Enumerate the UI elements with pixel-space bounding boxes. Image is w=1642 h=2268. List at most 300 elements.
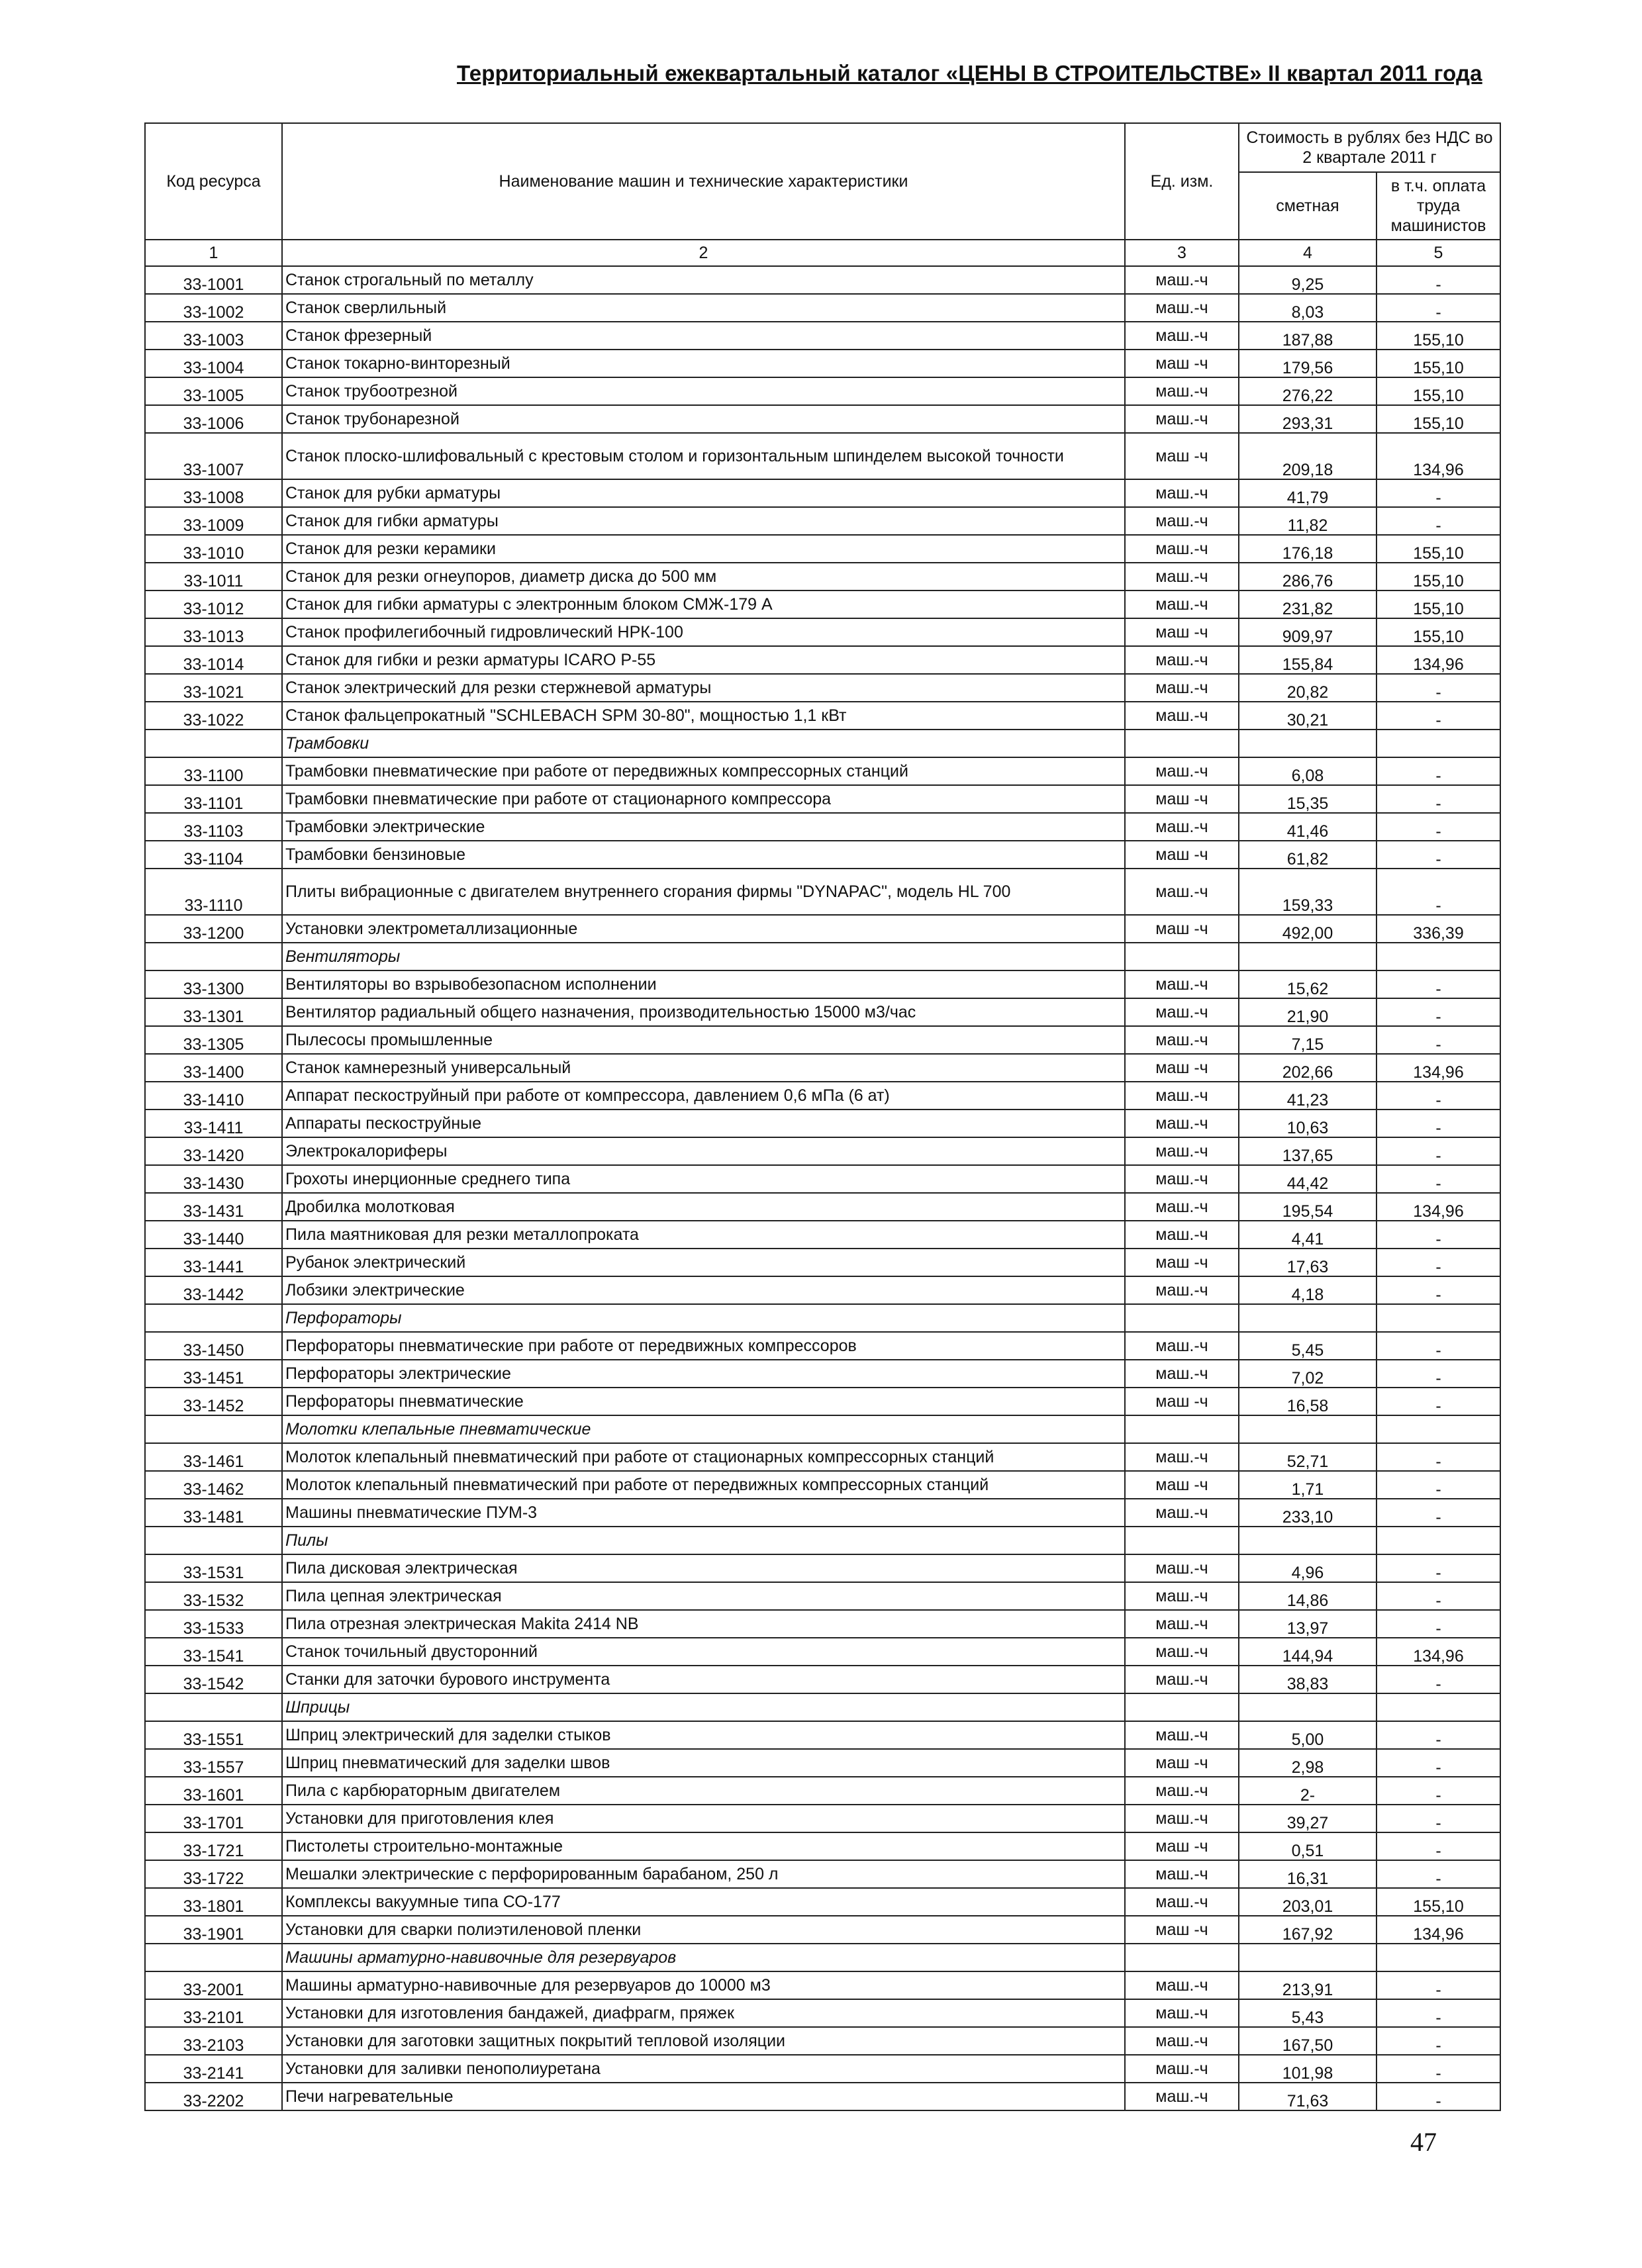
unit-cell: маш.-ч: [1125, 1666, 1239, 1693]
table-row: [145, 377, 1500, 405]
code-cell: 33-1001: [145, 266, 282, 294]
table-row: [145, 1860, 1500, 1888]
code-cell: 33-1002: [145, 294, 282, 322]
table-row: [145, 1054, 1500, 1082]
table-row: [145, 1388, 1500, 1415]
price-cell: 0,51: [1239, 1832, 1376, 1860]
table-row: [145, 1332, 1500, 1360]
table-row: [145, 1582, 1500, 1610]
unit-cell: маш.-ч: [1125, 1276, 1239, 1304]
name-cell: Вентилятор радиальный общего назначения, производительностью 15000 м3/час: [282, 998, 1125, 1026]
column-number: 3: [1125, 240, 1239, 266]
price-cell: 4,41: [1239, 1221, 1376, 1249]
name-cell: Трамбовки пневматические при работе от стационарного компрессора: [282, 785, 1125, 813]
table-row: [145, 507, 1500, 535]
wage-cell: -: [1376, 2027, 1500, 2055]
price-cell: 233,10: [1239, 1499, 1376, 1527]
code-cell: 33-1431: [145, 1193, 282, 1221]
header-wage: в т.ч. оплата труда машинистов: [1376, 172, 1500, 240]
unit-cell: маш.-ч: [1125, 1165, 1239, 1193]
header-cost-group: Стоимость в рублях без НДС во 2 квартале 2011 г: [1239, 123, 1500, 172]
code-cell: 33-1004: [145, 350, 282, 377]
name-cell: Молоток клепальный пневматический при работе от передвижных компрессорных станций: [282, 1471, 1125, 1499]
wage-cell: -: [1376, 1805, 1500, 1832]
code-cell: 33-1551: [145, 1721, 282, 1749]
name-cell: Установки электрометаллизационные: [282, 915, 1125, 943]
code-cell: 33-1005: [145, 377, 282, 405]
name-cell: Пила отрезная электрическая Makita 2414 NB: [282, 1610, 1125, 1638]
table-row: [145, 1749, 1500, 1777]
column-number: 4: [1239, 240, 1376, 266]
name-cell: Трамбовки бензиновые: [282, 841, 1125, 869]
code-cell: [145, 1693, 282, 1721]
price-cell: 155,84: [1239, 646, 1376, 674]
name-cell: Трамбовки пневматические при работе от передвижных компрессорных станций: [282, 757, 1125, 785]
unit-cell: маш.-ч: [1125, 646, 1239, 674]
wage-cell: -: [1376, 1749, 1500, 1777]
price-cell: 176,18: [1239, 535, 1376, 563]
table-row: [145, 1832, 1500, 1860]
table-row: [145, 1026, 1500, 1054]
code-cell: 33-1400: [145, 1054, 282, 1082]
name-cell: Рубанок электрический: [282, 1249, 1125, 1276]
unit-cell: маш.-ч: [1125, 1582, 1239, 1610]
price-cell: 203,01: [1239, 1888, 1376, 1916]
price-cell: [1239, 1415, 1376, 1443]
name-cell: Пистолеты строительно-монтажные: [282, 1832, 1125, 1860]
group-row: [145, 730, 1500, 757]
code-cell: 33-1013: [145, 618, 282, 646]
code-cell: 33-1601: [145, 1777, 282, 1805]
table-row: [145, 535, 1500, 563]
code-cell: 33-1721: [145, 1832, 282, 1860]
group-row: [145, 1693, 1500, 1721]
unit-cell: маш -ч: [1125, 785, 1239, 813]
price-cell: 39,27: [1239, 1805, 1376, 1832]
price-cell: 71,63: [1239, 2083, 1376, 2110]
table-row: [145, 1110, 1500, 1137]
group-title: Машины арматурно-навивочные для резервуаров: [282, 1944, 1125, 1971]
name-cell: Станок строгальный по металлу: [282, 266, 1125, 294]
header-code: Код ресурса: [145, 123, 282, 240]
name-cell: Станок профилегибочный гидровлический НРК-100: [282, 618, 1125, 646]
code-cell: 33-1461: [145, 1443, 282, 1471]
code-cell: 33-2202: [145, 2083, 282, 2110]
table-row: [145, 1971, 1500, 1999]
price-cell: 276,22: [1239, 377, 1376, 405]
unit-cell: маш.-ч: [1125, 1193, 1239, 1221]
unit-cell: маш.-ч: [1125, 507, 1239, 535]
name-cell: Установки для изготовления бандажей, диафрагм, пряжек: [282, 1999, 1125, 2027]
price-cell: 38,83: [1239, 1666, 1376, 1693]
page-number: 47: [1410, 2127, 1437, 2157]
unit-cell: маш -ч: [1125, 915, 1239, 943]
name-cell: Станок для резки огнеупоров, диаметр диска до 500 мм: [282, 563, 1125, 591]
code-cell: 33-1200: [145, 915, 282, 943]
name-cell: Станок токарно-винторезный: [282, 350, 1125, 377]
header-unit: Ед. изм.: [1125, 123, 1239, 240]
wage-cell: 336,39: [1376, 915, 1500, 943]
name-cell: Трамбовки электрические: [282, 813, 1125, 841]
page-title: Территориальный ежеквартальный каталог «ЦЕНЫ В СТРОИТЕЛЬСТВЕ» II квартал 2011 года: [457, 61, 1482, 85]
price-cell: 15,35: [1239, 785, 1376, 813]
code-cell: 33-1542: [145, 1666, 282, 1693]
unit-cell: маш -ч: [1125, 1054, 1239, 1082]
wage-cell: -: [1376, 869, 1500, 915]
price-cell: [1239, 1304, 1376, 1332]
name-cell: Станок плоско-шлифовальный с крестовым столом и горизонтальным шпинделем высокой точности: [282, 433, 1125, 479]
name-cell: Шприц пневматический для заделки швов: [282, 1749, 1125, 1777]
wage-cell: -: [1376, 507, 1500, 535]
unit-cell: [1125, 1693, 1239, 1721]
table-row: [145, 841, 1500, 869]
name-cell: Установки для сварки полиэтиленовой пленки: [282, 1916, 1125, 1944]
code-cell: [145, 730, 282, 757]
unit-cell: маш.-ч: [1125, 322, 1239, 350]
unit-cell: маш -ч: [1125, 1249, 1239, 1276]
code-cell: 33-1442: [145, 1276, 282, 1304]
table-row: [145, 1777, 1500, 1805]
table-row: [145, 1721, 1500, 1749]
table-row: [145, 322, 1500, 350]
table-row: [145, 405, 1500, 433]
code-cell: 33-2001: [145, 1971, 282, 1999]
wage-cell: -: [1376, 1137, 1500, 1165]
table-row: [145, 1554, 1500, 1582]
wage-cell: -: [1376, 479, 1500, 507]
code-cell: [145, 943, 282, 970]
unit-cell: маш.-ч: [1125, 970, 1239, 998]
price-cell: 6,08: [1239, 757, 1376, 785]
price-cell: 5,00: [1239, 1721, 1376, 1749]
wage-cell: -: [1376, 1443, 1500, 1471]
table-row: [145, 294, 1500, 322]
wage-cell: 134,96: [1376, 646, 1500, 674]
unit-cell: маш.-ч: [1125, 2055, 1239, 2083]
price-cell: 4,18: [1239, 1276, 1376, 1304]
code-cell: 33-1021: [145, 674, 282, 702]
name-cell: Станок сверлильный: [282, 294, 1125, 322]
group-title: Молотки клепальные пневматические: [282, 1415, 1125, 1443]
wage-cell: -: [1376, 674, 1500, 702]
wage-cell: 155,10: [1376, 591, 1500, 618]
price-cell: 44,42: [1239, 1165, 1376, 1193]
table-row: [145, 970, 1500, 998]
code-cell: 33-1305: [145, 1026, 282, 1054]
table-row: [145, 915, 1500, 943]
name-cell: Станки для заточки бурового инструмента: [282, 1666, 1125, 1693]
table-row: [145, 1805, 1500, 1832]
unit-cell: маш.-ч: [1125, 1805, 1239, 1832]
name-cell: Станок для рубки арматуры: [282, 479, 1125, 507]
wage-cell: -: [1376, 1721, 1500, 1749]
wage-cell: 155,10: [1376, 377, 1500, 405]
wage-cell: [1376, 1693, 1500, 1721]
name-cell: Машины пневматические ПУМ-3: [282, 1499, 1125, 1527]
wage-cell: 155,10: [1376, 563, 1500, 591]
price-cell: 209,18: [1239, 433, 1376, 479]
code-cell: 33-1557: [145, 1749, 282, 1777]
wage-cell: -: [1376, 1388, 1500, 1415]
code-cell: 33-1007: [145, 433, 282, 479]
wage-cell: -: [1376, 1499, 1500, 1527]
unit-cell: маш.-ч: [1125, 2083, 1239, 2110]
wage-cell: -: [1376, 1276, 1500, 1304]
unit-cell: маш.-ч: [1125, 674, 1239, 702]
group-title: Пилы: [282, 1527, 1125, 1554]
name-cell: Станок точильный двусторонний: [282, 1638, 1125, 1666]
price-cell: 167,50: [1239, 2027, 1376, 2055]
code-cell: 33-1011: [145, 563, 282, 591]
price-cell: 137,65: [1239, 1137, 1376, 1165]
code-cell: 33-1451: [145, 1360, 282, 1388]
wage-cell: -: [1376, 1999, 1500, 2027]
code-cell: 33-1450: [145, 1332, 282, 1360]
code-cell: 33-1541: [145, 1638, 282, 1666]
price-cell: 101,98: [1239, 2055, 1376, 2083]
table-row: [145, 869, 1500, 915]
wage-cell: 134,96: [1376, 1638, 1500, 1666]
name-cell: Комплексы вакуумные типа СО-177: [282, 1888, 1125, 1916]
unit-cell: маш -ч: [1125, 1388, 1239, 1415]
unit-cell: [1125, 1304, 1239, 1332]
wage-cell: 134,96: [1376, 433, 1500, 479]
price-cell: 231,82: [1239, 591, 1376, 618]
price-cell: 492,00: [1239, 915, 1376, 943]
wage-cell: -: [1376, 294, 1500, 322]
name-cell: Установки для приготовления клея: [282, 1805, 1125, 1832]
table-row: [145, 757, 1500, 785]
group-row: [145, 1527, 1500, 1554]
group-title: Перфораторы: [282, 1304, 1125, 1332]
code-cell: 33-1722: [145, 1860, 282, 1888]
code-cell: 33-1003: [145, 322, 282, 350]
price-cell: 195,54: [1239, 1193, 1376, 1221]
group-title: Шприцы: [282, 1693, 1125, 1721]
price-cell: 9,25: [1239, 266, 1376, 294]
code-cell: 33-1430: [145, 1165, 282, 1193]
table-row: [145, 350, 1500, 377]
unit-cell: маш.-ч: [1125, 998, 1239, 1026]
price-cell: 13,97: [1239, 1610, 1376, 1638]
wage-cell: -: [1376, 1777, 1500, 1805]
price-cell: 179,56: [1239, 350, 1376, 377]
price-cell: 30,21: [1239, 702, 1376, 730]
unit-cell: маш.-ч: [1125, 1999, 1239, 2027]
price-cell: 41,79: [1239, 479, 1376, 507]
table-row: [145, 266, 1500, 294]
unit-cell: маш -ч: [1125, 841, 1239, 869]
wage-cell: -: [1376, 1221, 1500, 1249]
unit-cell: маш.-ч: [1125, 563, 1239, 591]
name-cell: Станок трубонарезной: [282, 405, 1125, 433]
price-cell: 144,94: [1239, 1638, 1376, 1666]
code-cell: 33-1452: [145, 1388, 282, 1415]
wage-cell: -: [1376, 1110, 1500, 1137]
name-cell: Станок для гибки и резки арматуры ICARO P-55: [282, 646, 1125, 674]
price-cell: 41,46: [1239, 813, 1376, 841]
price-cell: 7,02: [1239, 1360, 1376, 1388]
price-cell: 14,86: [1239, 1582, 1376, 1610]
code-cell: 33-1462: [145, 1471, 282, 1499]
code-cell: 33-1010: [145, 535, 282, 563]
unit-cell: маш.-ч: [1125, 1026, 1239, 1054]
name-cell: Станок для резки керамики: [282, 535, 1125, 563]
wage-cell: 134,96: [1376, 1916, 1500, 1944]
table-row: [145, 1249, 1500, 1276]
price-cell: 7,15: [1239, 1026, 1376, 1054]
table-row: [145, 1888, 1500, 1916]
code-cell: 33-1022: [145, 702, 282, 730]
code-cell: 33-1701: [145, 1805, 282, 1832]
unit-cell: маш.-ч: [1125, 1971, 1239, 1999]
price-cell: 286,76: [1239, 563, 1376, 591]
unit-cell: маш.-ч: [1125, 405, 1239, 433]
price-cell: 16,31: [1239, 1860, 1376, 1888]
unit-cell: маш.-ч: [1125, 1332, 1239, 1360]
table-row: [145, 563, 1500, 591]
catalog-table: [144, 122, 1501, 2111]
wage-cell: 155,10: [1376, 350, 1500, 377]
table-row: [145, 998, 1500, 1026]
name-cell: Станок фрезерный: [282, 322, 1125, 350]
name-cell: Шприц электрический для заделки стыков: [282, 1721, 1125, 1749]
price-cell: 159,33: [1239, 869, 1376, 915]
price-cell: 52,71: [1239, 1443, 1376, 1471]
price-cell: 15,62: [1239, 970, 1376, 998]
header-name: Наименование машин и технические характеристики: [282, 123, 1125, 240]
code-cell: 33-1420: [145, 1137, 282, 1165]
code-cell: 33-1440: [145, 1221, 282, 1249]
name-cell: Вентиляторы во взрывобезопасном исполнении: [282, 970, 1125, 998]
name-cell: Перфораторы пневматические: [282, 1388, 1125, 1415]
name-cell: Пила с карбюраторным двигателем: [282, 1777, 1125, 1805]
wage-cell: [1376, 1944, 1500, 1971]
unit-cell: маш -ч: [1125, 433, 1239, 479]
table-row: [145, 2027, 1500, 2055]
price-cell: 909,97: [1239, 618, 1376, 646]
table-row: [145, 1221, 1500, 1249]
name-cell: Перфораторы пневматические при работе от передвижных компрессоров: [282, 1332, 1125, 1360]
table-row: [145, 433, 1500, 479]
table-row: [145, 1443, 1500, 1471]
unit-cell: [1125, 943, 1239, 970]
price-cell: [1239, 730, 1376, 757]
unit-cell: маш -ч: [1125, 1832, 1239, 1860]
group-row: [145, 1304, 1500, 1332]
code-cell: 33-1012: [145, 591, 282, 618]
unit-cell: маш.-ч: [1125, 813, 1239, 841]
price-cell: 202,66: [1239, 1054, 1376, 1082]
table-row: [145, 618, 1500, 646]
code-cell: [145, 1415, 282, 1443]
code-cell: 33-1532: [145, 1582, 282, 1610]
table-row: [145, 785, 1500, 813]
table-row: [145, 1276, 1500, 1304]
wage-cell: -: [1376, 2055, 1500, 2083]
wage-cell: -: [1376, 970, 1500, 998]
group-row: [145, 1415, 1500, 1443]
code-cell: 33-1014: [145, 646, 282, 674]
unit-cell: маш.-ч: [1125, 591, 1239, 618]
unit-cell: [1125, 1415, 1239, 1443]
table-row: [145, 1193, 1500, 1221]
name-cell: Пила цепная электрическая: [282, 1582, 1125, 1610]
wage-cell: -: [1376, 1249, 1500, 1276]
wage-cell: 134,96: [1376, 1054, 1500, 1082]
name-cell: Машины арматурно-навивочные для резервуаров до 10000 м3: [282, 1971, 1125, 1999]
table-row: [145, 1499, 1500, 1527]
wage-cell: 155,10: [1376, 535, 1500, 563]
table-row: [145, 702, 1500, 730]
wage-cell: 134,96: [1376, 1193, 1500, 1221]
code-cell: 33-1100: [145, 757, 282, 785]
code-cell: 33-1300: [145, 970, 282, 998]
name-cell: Станок трубоотрезной: [282, 377, 1125, 405]
wage-cell: 155,10: [1376, 405, 1500, 433]
wage-cell: [1376, 730, 1500, 757]
wage-cell: -: [1376, 785, 1500, 813]
wage-cell: -: [1376, 1360, 1500, 1388]
table-row: [145, 2055, 1500, 2083]
price-cell: 5,45: [1239, 1332, 1376, 1360]
price-cell: 8,03: [1239, 294, 1376, 322]
wage-cell: 155,10: [1376, 1888, 1500, 1916]
price-cell: [1239, 1944, 1376, 1971]
price-cell: 5,43: [1239, 1999, 1376, 2027]
name-cell: Пила дисковая электрическая: [282, 1554, 1125, 1582]
name-cell: Молоток клепальный пневматический при работе от стационарных компрессорных станций: [282, 1443, 1125, 1471]
wage-cell: 155,10: [1376, 618, 1500, 646]
wage-cell: -: [1376, 1666, 1500, 1693]
wage-cell: 155,10: [1376, 322, 1500, 350]
wage-cell: -: [1376, 1471, 1500, 1499]
unit-cell: [1125, 1944, 1239, 1971]
unit-cell: маш.-ч: [1125, 266, 1239, 294]
price-cell: 2,98: [1239, 1749, 1376, 1777]
header-estimate: сметная: [1239, 172, 1376, 240]
name-cell: Станок для гибки арматуры с электронным блоком СМЖ-179 А: [282, 591, 1125, 618]
wage-cell: -: [1376, 813, 1500, 841]
unit-cell: маш.-ч: [1125, 1360, 1239, 1388]
unit-cell: маш.-ч: [1125, 1721, 1239, 1749]
wage-cell: -: [1376, 266, 1500, 294]
wage-cell: [1376, 1415, 1500, 1443]
wage-cell: -: [1376, 2083, 1500, 2110]
name-cell: Плиты вибрационные с двигателем внутреннего сгорания фирмы "DYNAPAC", модель HL 700: [282, 869, 1125, 915]
code-cell: 33-1410: [145, 1082, 282, 1110]
price-cell: 61,82: [1239, 841, 1376, 869]
code-cell: [145, 1944, 282, 1971]
unit-cell: маш.-ч: [1125, 479, 1239, 507]
name-cell: Установки для заготовки защитных покрытий тепловой изоляции: [282, 2027, 1125, 2055]
price-cell: [1239, 943, 1376, 970]
unit-cell: маш.-ч: [1125, 1499, 1239, 1527]
name-cell: Дробилка молотковая: [282, 1193, 1125, 1221]
table-row: [145, 2083, 1500, 2110]
name-cell: Мешалки электрические с перфорированным барабаном, 250 л: [282, 1860, 1125, 1888]
price-cell: [1239, 1693, 1376, 1721]
name-cell: Печи нагревательные: [282, 2083, 1125, 2110]
price-cell: 213,91: [1239, 1971, 1376, 1999]
price-cell: 10,63: [1239, 1110, 1376, 1137]
name-cell: Аппарат пескоструйный при работе от компрессора, давлением 0,6 мПа (6 ат): [282, 1082, 1125, 1110]
code-cell: 33-1301: [145, 998, 282, 1026]
code-cell: 33-1481: [145, 1499, 282, 1527]
unit-cell: маш.-ч: [1125, 2027, 1239, 2055]
code-cell: 33-1103: [145, 813, 282, 841]
price-cell: 293,31: [1239, 405, 1376, 433]
